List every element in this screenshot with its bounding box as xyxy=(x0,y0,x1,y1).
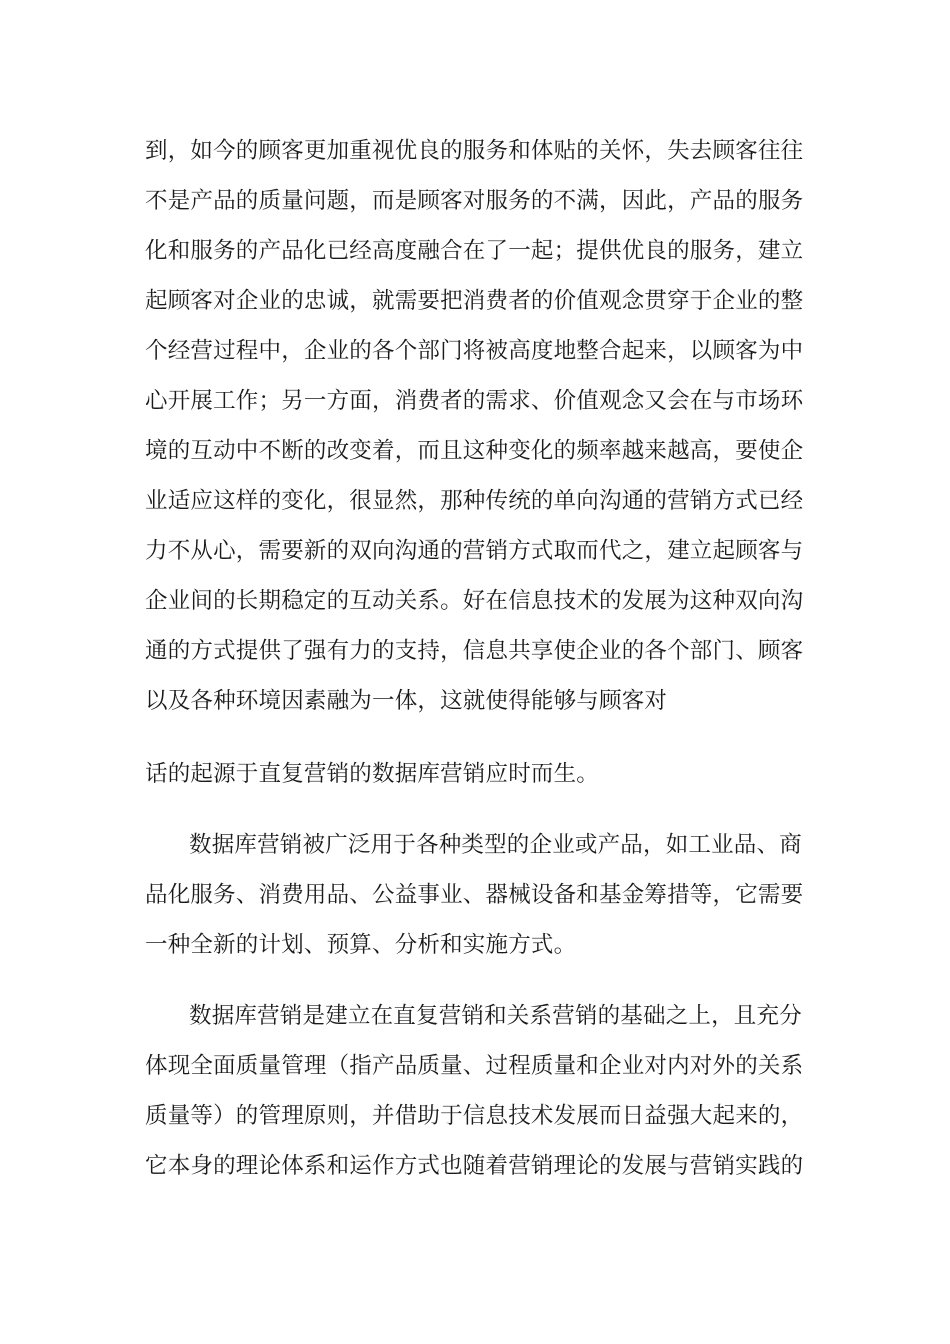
text-line: 起顾客对企业的忠诚，就需要把消费者的价值观念贯穿于企业的整 xyxy=(145,288,804,314)
text-line: 一种全新的计划、预算、分析和实施方式。 xyxy=(145,932,577,958)
paragraph-first-line: 数据库营销被广泛用于各种类型的企业或产品，如工业品、商 xyxy=(189,832,802,858)
text-line: 化和服务的产品化已经高度融合在了一起；提供优良的服务，建立 xyxy=(145,238,804,264)
text-line: 到，如今的顾客更加重视优良的服务和体贴的关怀，失去顾客往往 xyxy=(145,138,804,164)
text-line: 它本身的理论体系和运作方式也随着营销理论的发展与营销实践的 xyxy=(145,1153,804,1179)
text-line: 业适应这样的变化，很显然，那种传统的单向沟通的营销方式已经 xyxy=(145,488,804,514)
text-line: 品化服务、消费用品、公益事业、器械设备和基金筹措等，它需要 xyxy=(145,882,804,908)
text-line: 质量等）的管理原则，并借助于信息技术发展而日益强大起来的， xyxy=(145,1103,804,1129)
text-line: 话的起源于直复营销的数据库营销应时而生。 xyxy=(145,761,600,787)
text-line: 心开展工作；另一方面，消费者的需求、价值观念又会在与市场环 xyxy=(145,388,804,414)
paragraph-first-line: 数据库营销是建立在直复营销和关系营销的基础之上，且充分 xyxy=(189,1003,802,1029)
text-line: 力不从心，需要新的双向沟通的营销方式取而代之，建立起顾客与 xyxy=(145,538,804,564)
text-line: 不是产品的质量问题，而是顾客对服务的不满，因此，产品的服务 xyxy=(145,188,804,214)
text-line: 体现全面质量管理（指产品质量、过程质量和企业对内对外的关系 xyxy=(145,1053,804,1079)
text-line: 以及各种环境因素融为一体，这就使得能够与顾客对 xyxy=(145,688,668,714)
text-line: 企业间的长期稳定的互动关系。好在信息技术的发展为这种双向沟 xyxy=(145,588,804,614)
text-line: 通的方式提供了强有力的支持，信息共享使企业的各个部门、顾客 xyxy=(145,638,804,664)
text-line: 个经营过程中，企业的各个部门将被高度地整合起来，以顾客为中 xyxy=(145,338,804,364)
text-line: 境的互动中不断的改变着，而且这种变化的频率越来越高，要使企 xyxy=(145,438,804,464)
